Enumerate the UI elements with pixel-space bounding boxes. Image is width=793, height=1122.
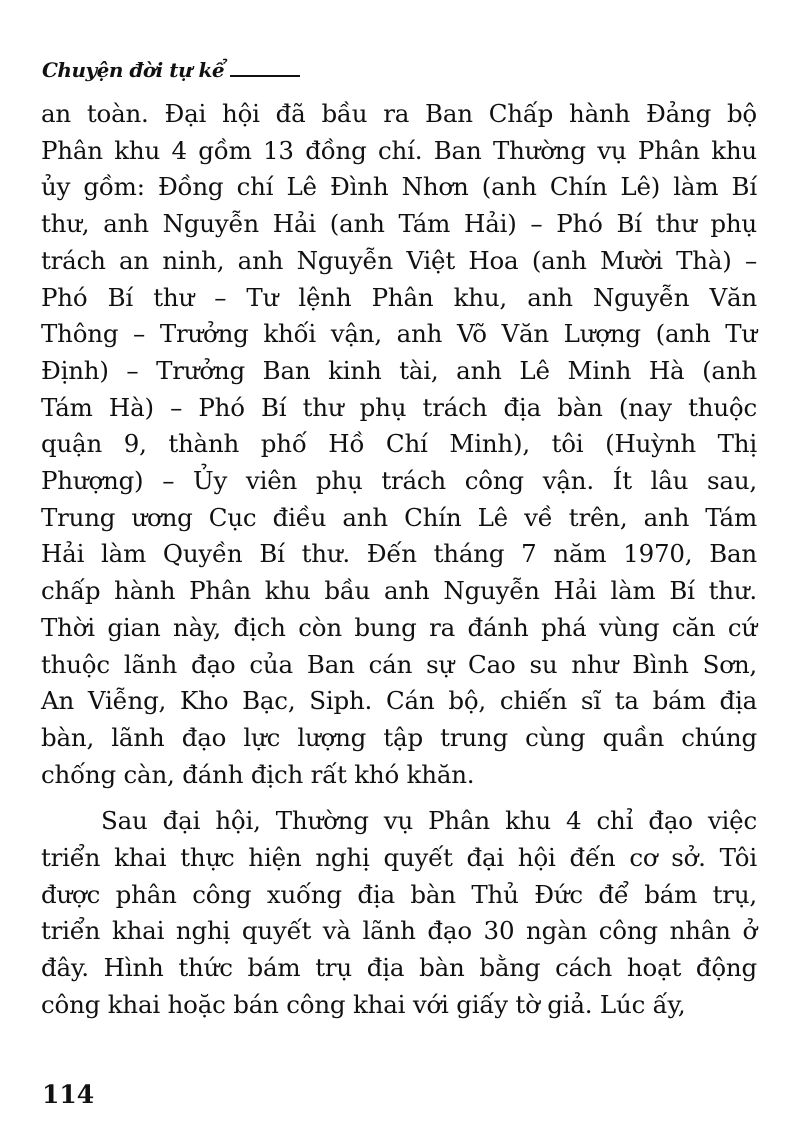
text-line: Trung ương Cục điều anh Chín Lê về trên, anh Tám bbox=[41, 502, 757, 532]
text-line: Hải làm Quyền Bí thư. Đến tháng 7 năm 1970, Ban bbox=[41, 539, 757, 569]
text-line: Thông – Trưởng khối vận, anh Võ Văn Lượng (anh Tư bbox=[41, 319, 757, 349]
header-rule bbox=[230, 75, 300, 77]
text-line: Phó Bí thư – Tư lệnh Phân khu, anh Nguyễn Văn bbox=[41, 282, 757, 312]
text-line: thư, anh Nguyễn Hải (anh Tám Hải) – Phó Bí thư phụ bbox=[41, 209, 757, 239]
text-line: trách an ninh, anh Nguyễn Việt Hoa (anh Mười Thà) – bbox=[41, 245, 757, 275]
text-line: Định) – Trưởng Ban kinh tài, anh Lê Minh Hà (anh bbox=[41, 355, 757, 385]
running-title: Chuyện đời tự kể bbox=[42, 58, 225, 82]
text-line: an toàn. Đại hội đã bầu ra Ban Chấp hành Đảng bộ bbox=[41, 99, 757, 128]
text-line: công khai hoặc bán công khai với giấy tờ giả. Lúc ấy, bbox=[41, 989, 686, 1019]
text-line: An Viễng, Kho Bạc, Siph. Cán bộ, chiến sĩ ta bám địa bbox=[41, 686, 757, 716]
text-line: Tám Hà) – Phó Bí thư phụ trách địa bàn (nay thuộc bbox=[41, 392, 757, 422]
text-line: Phượng) – Ủy viên phụ trách công vận. Ít lâu sau, bbox=[41, 466, 757, 496]
text-line: chấp hành Phân khu bầu anh Nguyễn Hải làm Bí thư. bbox=[41, 576, 757, 606]
body-text bbox=[41, 96, 757, 1024]
text-line: Sau đại hội, Thường vụ Phân khu 4 chỉ đạo việc bbox=[101, 806, 757, 836]
text-line: quận 9, thành phố Hồ Chí Minh), tôi (Huỳnh Thị bbox=[41, 429, 757, 459]
text-line: Thời gian này, địch còn bung ra đánh phá vùng căn cứ bbox=[41, 612, 757, 642]
paragraph-2 bbox=[41, 803, 757, 1023]
text-line: thuộc lãnh đạo của Ban cán sự Cao su như Bình Sơn, bbox=[41, 649, 757, 679]
running-header bbox=[42, 40, 300, 80]
text-line: bàn, lãnh đạo lực lượng tập trung cùng quần chúng bbox=[41, 722, 757, 752]
paragraph-1 bbox=[41, 96, 757, 793]
text-line: ủy gồm: Đồng chí Lê Đình Nhơn (anh Chín Lê) làm Bí bbox=[41, 172, 757, 202]
text-line: triển khai thực hiện nghị quyết đại hội đến cơ sở. Tôi bbox=[41, 843, 757, 873]
text-line: đây. Hình thức bám trụ địa bàn bằng cách hoạt động bbox=[41, 953, 757, 983]
text-line: được phân công xuống địa bàn Thủ Đức để bám trụ, bbox=[41, 879, 757, 909]
text-line: Phân khu 4 gồm 13 đồng chí. Ban Thường vụ Phân khu bbox=[41, 135, 757, 165]
text-line: chống càn, đánh địch rất khó khăn. bbox=[41, 759, 475, 789]
text-line: triển khai nghị quyết và lãnh đạo 30 ngàn công nhân ở bbox=[41, 916, 757, 946]
page-number: 114 bbox=[42, 1080, 95, 1109]
